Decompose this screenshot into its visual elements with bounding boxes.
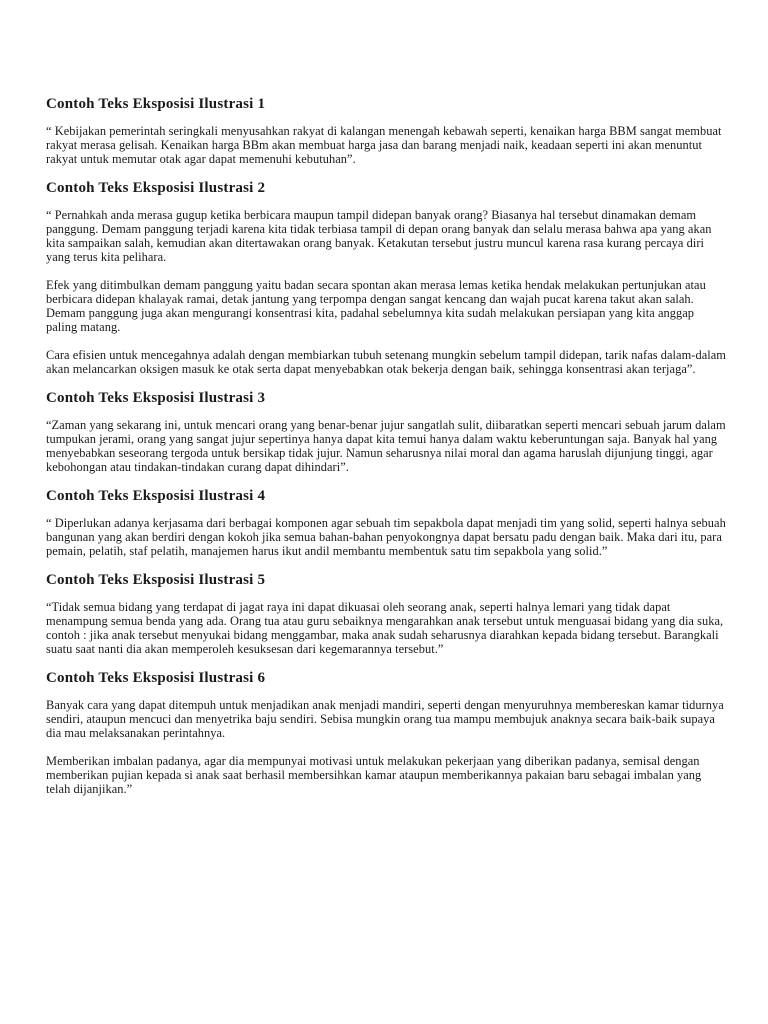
section-ilustrasi-5 bbox=[46, 572, 728, 656]
section-heading: Contoh Teks Eksposisi Ilustrasi 1 bbox=[46, 96, 266, 112]
section-paragraph: “Tidak semua bidang yang terdapat di jagat raya ini dapat dikuasai oleh seorang anak, seperti halnya lemari yang tidak dapat menampung semua benda yang ada. Orang tua atau guru sebaiknya mengarahkan anak tersebut untuk menguasai bidang yang dia suka, contoh : jika anak tersebut menyukai bidang menggambar, maka anak sudah seharusnya diarahkan kepada bidang tersebut. Barangkali suatu saat nanti dia akan memperoleh kesuksesan dari kegemarannya tersebut.” bbox=[46, 600, 724, 656]
section-paragraph: Memberikan imbalan padanya, agar dia mempunyai motivasi untuk melakukan pekerjaan yang diberikan padanya, semisal dengan memberikan pujian kepada si anak saat berhasil membersihkan kamar ataupun memberikannya pakaian baru sebagai imbalan yang telah dijanjikan.” bbox=[46, 754, 702, 796]
section-heading: Contoh Teks Eksposisi Ilustrasi 4 bbox=[46, 488, 266, 504]
section-paragraph: Efek yang ditimbulkan demam panggung yaitu badan secara spontan akan merasa lemas ketika hendak melakukan pertunjukan atau berbicara didepan khalayak ramai, detak jantung yang terpompa dengan sangat kencang dan wajah pucat karena takut akan salah. Demam panggung juga akan mengurangi konsentrasi kita, padahal sebelumnya kita sudah melakukan persiapan yang kita anggap paling matang. bbox=[46, 278, 706, 334]
section-paragraph: Banyak cara yang dapat ditempuh untuk menjadikan anak menjadi mandiri, seperti dengan menyuruhnya membereskan kamar tidurnya sendiri, ataupun mencuci dan menyetrika baju sendiri. Sebisa mungkin orang tua mampu membujuk anaknya secara baik-baik supaya dia mau melaksanakan perintahnya. bbox=[46, 698, 724, 740]
section-ilustrasi-1 bbox=[46, 96, 728, 166]
section-paragraph: “ Kebijakan pemerintah seringkali menyusahkan rakyat di kalangan menengah kebawah seperti, kenaikan harga BBM sangat membuat rakyat merasa gelisah. Kenaikan harga BBm akan membuat harga jasa dan barang menjadi naik, keadaan seperti ini akan menuntut rakyat untuk memutar otak agar dapat memenuhi kebutuhan”. bbox=[46, 124, 722, 166]
section-heading: Contoh Teks Eksposisi Ilustrasi 2 bbox=[46, 180, 266, 196]
section-heading: Contoh Teks Eksposisi Ilustrasi 5 bbox=[46, 572, 266, 588]
section-heading: Contoh Teks Eksposisi Ilustrasi 6 bbox=[46, 670, 266, 686]
section-ilustrasi-4 bbox=[46, 488, 728, 558]
section-ilustrasi-2 bbox=[46, 180, 728, 376]
section-paragraph: “ Pernahkah anda merasa gugup ketika berbicara maupun tampil didepan banyak orang? Biasanya hal tersebut dinamakan demam panggung. Demam panggung terjadi karena kita tidak terbiasa tampil di depan orang banyak dan selalu merasa bahwa apa yang akan kita sampaikan salah, kemudian akan ditertawakan orang banyak. Ketakutan tersebut justru muncul karena rasa kurang percaya diri yang terus kita pelihara. bbox=[46, 208, 712, 264]
section-heading: Contoh Teks Eksposisi Ilustrasi 3 bbox=[46, 390, 266, 406]
section-paragraph: “ Diperlukan adanya kerjasama dari berbagai komponen agar sebuah tim sepakbola dapat menjadi tim yang solid, seperti halnya sebuah bangunan yang akan berdiri dengan kokoh jika semua bahan-bahan penyokongnya dapat bersatu padu dengan baik. Maka dari itu, para pemain, pelatih, staf pelatih, manajemen harus ikut andil membantu membentuk satu tim sepakbola yang solid.” bbox=[46, 516, 726, 558]
section-ilustrasi-3 bbox=[46, 390, 728, 474]
section-ilustrasi-6 bbox=[46, 670, 728, 796]
section-paragraph: Cara efisien untuk mencegahnya adalah dengan membiarkan tubuh setenang mungkin sebelum tampil didepan, tarik nafas dalam-dalam akan melancarkan oksigen masuk ke otak serta dapat menyebabkan otak bekerja dengan baik, sehingga konsentrasi akan terjaga”. bbox=[46, 348, 726, 376]
section-paragraph: “Zaman yang sekarang ini, untuk mencari orang yang benar-benar jujur sangatlah sulit, diibaratkan seperti mencari sebuah jarum dalam tumpukan jerami, orang yang sangat jujur sepertinya hanya dapat kita temui hanya dalam waktu keberuntungan saja. Banyak hal yang menyebabkan seseorang tergoda untuk bersikap tidak jujur. Namun seharusnya nilai moral dan agama haruslah dijunjung tinggi, agar kebohongan atau tindakan-tindakan curang dapat dihindari”. bbox=[46, 418, 726, 474]
